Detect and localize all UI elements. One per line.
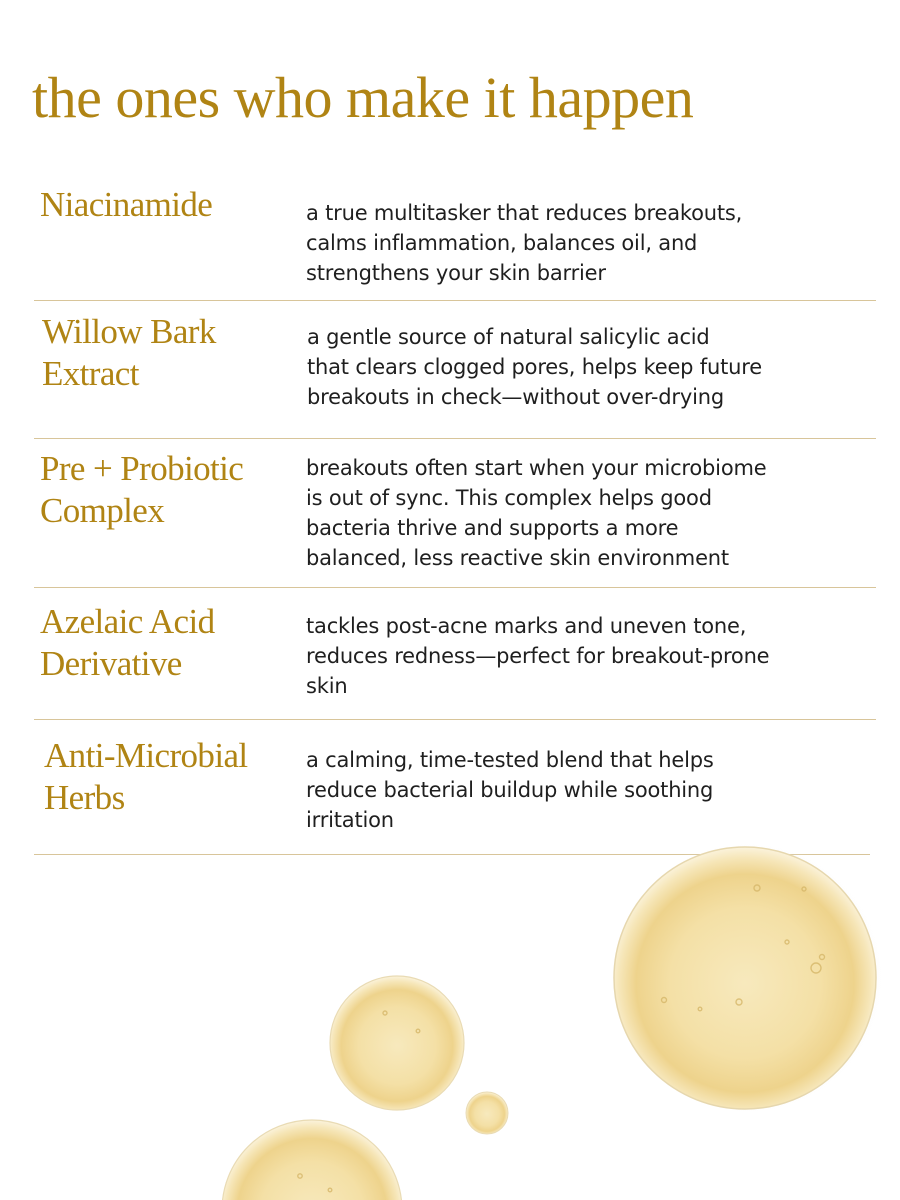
page-heading: the ones who make it happen (32, 65, 694, 130)
droplet-shadow (608, 838, 888, 1118)
ingredient-description (306, 453, 766, 573)
ingredient-name-line: Willow Bark (42, 312, 216, 351)
row-divider (34, 719, 876, 720)
ingredient-name (42, 311, 216, 395)
description-line: bacteria thrive and supports a more (306, 516, 679, 540)
small-droplet (466, 1092, 508, 1134)
description-line: breakouts in check—without over-drying (307, 385, 724, 409)
description-line: irritation (306, 808, 394, 832)
row-divider (34, 438, 876, 439)
description-line: tackles post-acne marks and uneven tone, (306, 614, 747, 638)
bottom-droplet (222, 1120, 402, 1200)
row-divider (34, 300, 876, 301)
medium-droplet (330, 976, 464, 1110)
description-line: that clears clogged pores, helps keep future (307, 355, 762, 379)
ingredient-name-line: Anti-Microbial (44, 736, 248, 775)
description-line: breakouts often start when your microbiome (306, 456, 767, 480)
ingredient-name-line: Extract (42, 354, 139, 393)
ingredient-name-line: Herbs (44, 778, 125, 817)
description-line: reduce bacterial buildup while soothing (306, 778, 714, 802)
description-line: skin (306, 674, 348, 698)
ingredient-name-line: Niacinamide (40, 185, 213, 224)
description-line: reduces redness—perfect for breakout-prone (306, 644, 770, 668)
ingredient-description (306, 745, 714, 835)
description-line: a calming, time-tested blend that helps (306, 748, 714, 772)
ingredient-name-line: Complex (40, 491, 165, 530)
description-line: balanced, less reactive skin environment (306, 546, 729, 570)
ingredient-name (40, 184, 212, 226)
description-line: a true multitasker that reduces breakouts, (306, 201, 743, 225)
description-line: is out of sync. This complex helps good (306, 486, 712, 510)
description-line: calms inflammation, balances oil, and (306, 231, 698, 255)
ingredient-name-line: Pre + Probiotic (40, 449, 244, 488)
description-line: strengthens your skin barrier (306, 261, 606, 285)
bubble-highlights (298, 885, 825, 1192)
ingredient-name (40, 448, 243, 532)
ingredient-description (306, 611, 769, 701)
large-droplet (614, 847, 876, 1109)
ingredient-name-line: Derivative (40, 644, 182, 683)
description-line: a gentle source of natural salicylic acid (307, 325, 710, 349)
row-divider (34, 587, 876, 588)
ingredient-name-line: Azelaic Acid (40, 602, 215, 641)
ingredient-name (44, 735, 248, 819)
row-divider (34, 854, 870, 855)
ingredient-name (40, 601, 215, 685)
ingredient-description (306, 198, 742, 288)
ingredient-description (307, 322, 762, 412)
